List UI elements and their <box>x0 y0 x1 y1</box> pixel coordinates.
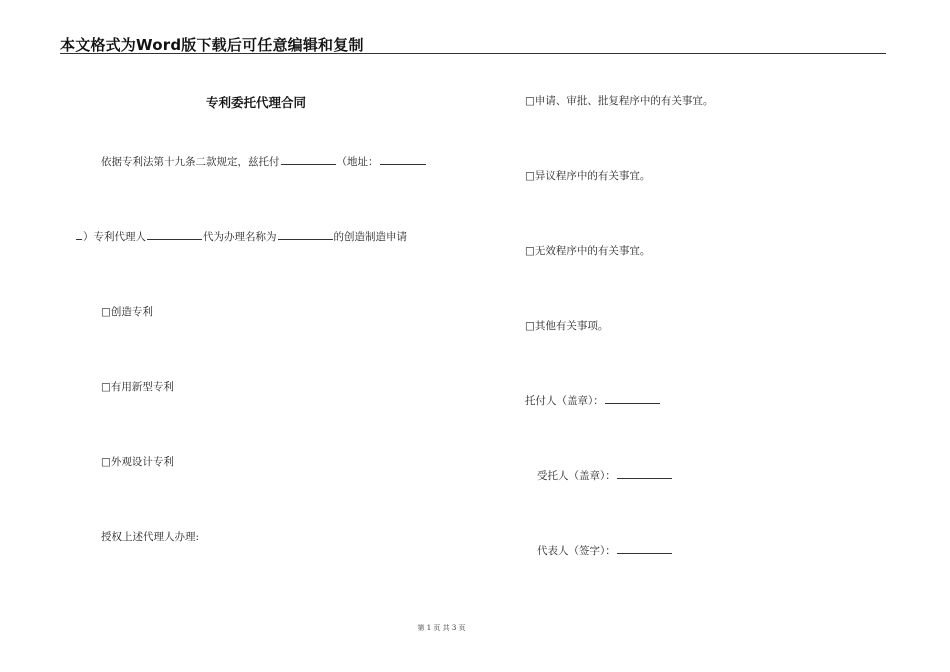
line1-text-b: （地址： <box>336 156 379 168</box>
invention-name-blank <box>278 229 333 240</box>
representative-label: 代表人（签字）： <box>537 545 616 557</box>
page-header: 本文格式为Word版下载后可任意编辑和复制 <box>60 36 364 54</box>
address-continuation-blank <box>76 229 82 240</box>
page-number: 第 1 页 共 3 页 <box>417 624 466 632</box>
line2-text-b: 代为办理名称为 <box>203 231 277 243</box>
entrusting-party-label: 托付人（盖章）： <box>525 395 604 407</box>
line1-text-a: 依据专利法第十九条二款规定，兹托付 <box>101 156 280 168</box>
entrusted-party-label: 受托人（盖章）： <box>537 470 616 482</box>
paragraph-line-1 <box>101 154 427 169</box>
item-invalidation-matters: □无效程序中的有关事宜。 <box>525 245 651 257</box>
document-title: 专利委托代理合同 <box>206 95 307 110</box>
signature-entrusted-party <box>537 468 673 483</box>
address-blank <box>380 154 426 165</box>
representative-signature-blank <box>617 543 672 554</box>
item-opposition-matters: □异议程序中的有关事宜。 <box>525 170 651 182</box>
authorization-statement: 授权上述代理人办理: <box>101 531 200 543</box>
option-invention-patent: □创造专利 <box>101 306 153 318</box>
entrusting-party-signature-blank <box>605 393 660 404</box>
paragraph-line-2 <box>76 229 407 244</box>
signature-representative <box>537 543 673 558</box>
item-application-matters: □申请、审批、批复程序中的有关事宜。 <box>525 95 714 107</box>
patent-agent-blank <box>147 229 202 240</box>
option-utility-model-patent: □有用新型专利 <box>101 381 174 393</box>
option-design-patent: □外观设计专利 <box>101 456 174 468</box>
line2-text-c: 的创造制造申请 <box>333 231 407 243</box>
entrusting-party-blank <box>281 154 336 165</box>
signature-entrusting-party <box>525 393 661 408</box>
line2-text-a: ）专利代理人 <box>83 231 146 243</box>
header-divider <box>60 53 886 54</box>
item-other-matters: □其他有关事项。 <box>525 320 609 332</box>
entrusted-party-signature-blank <box>617 468 672 479</box>
